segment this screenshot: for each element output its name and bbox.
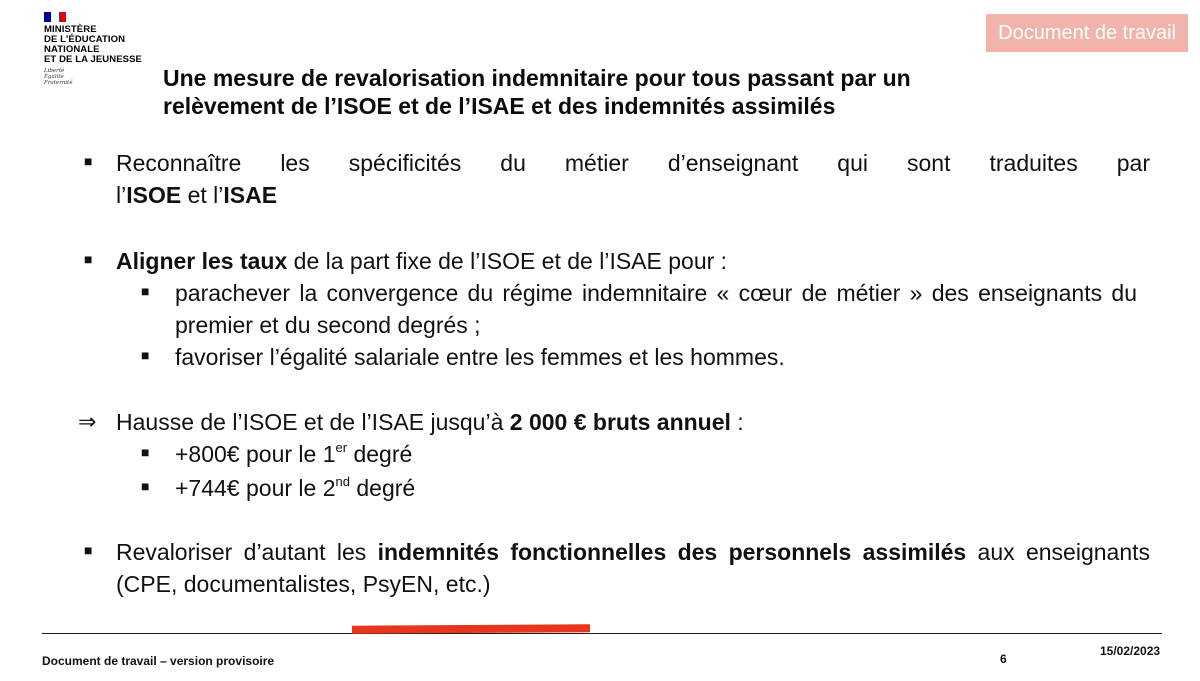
motto-egalite: Égalité — [44, 74, 64, 80]
footer-divider — [42, 633, 1162, 634]
revalue-post: aux enseignants (CPE, documentalistes, PsyEN, etc.) — [116, 539, 1151, 597]
first-degree-label: degré — [347, 441, 413, 467]
slide-title-line-1: Une mesure de revalorisation indemnitaire pour tous passant par un — [163, 65, 911, 91]
bullet-increase — [116, 406, 1150, 438]
implies-arrow-icon: ⇒ — [78, 409, 97, 434]
revalue-bold: indemnités fonctionnelles des personnels assimilés — [377, 539, 967, 565]
ministry-line-3: NATIONALE — [44, 44, 100, 55]
bullet-marker: ■ — [84, 542, 93, 558]
second-degree-amount: +744€ pour le 2 — [175, 475, 336, 501]
document-status-badge: Document de travail — [986, 14, 1188, 52]
sub-bullet-equality — [175, 341, 1137, 373]
revalue-pre: Revaloriser d’autant les — [116, 539, 378, 565]
second-degree-sup: nd — [335, 474, 350, 490]
slide-title-line-2: relèvement de l’ISOE et de l’ISAE et des indemnités assimilés — [163, 93, 836, 119]
footer-label: Document de travail – version provisoire — [42, 654, 275, 668]
increase-amount: 2 000 € bruts annuel — [509, 409, 731, 435]
bullet-recognize-et: et l’ — [181, 182, 224, 208]
sub-bullet-second-degree — [175, 472, 415, 504]
align-rates-text: de la part fixe de l’ISOE et de l’ISAE pour : — [287, 248, 728, 274]
sub-bullet-marker: ■ — [141, 283, 150, 299]
sub-bullet-marker: ■ — [141, 478, 150, 494]
page-number: 6 — [1000, 652, 1007, 666]
ministry-line-2: DE L'ÉDUCATION — [44, 34, 126, 45]
sub-bullet-equality-text: favoriser l’égalité salariale entre les femmes et les hommes. — [175, 344, 785, 370]
first-degree-amount: +800€ pour le 1 — [175, 441, 336, 467]
increase-colon: : — [730, 409, 744, 435]
footer-date: 15/02/2023 — [1100, 644, 1161, 658]
motto-fraternite: Fraternité — [44, 80, 73, 86]
revalue-functional-text — [116, 536, 1150, 600]
sub-bullet-marker: ■ — [141, 347, 150, 363]
bullet-recognize-text: Reconnaître les spécificités du métier d’enseignant qui sont traduites par — [116, 150, 1150, 176]
bullet-revalue-functional — [116, 536, 1150, 600]
bullet-recognize — [116, 147, 1150, 211]
second-degree-label: degré — [349, 475, 416, 501]
motto-liberte: Liberté — [44, 68, 65, 74]
sub-bullet-first-degree — [175, 438, 412, 470]
ministry-line-4: ET DE LA JEUNESSE — [44, 54, 142, 65]
sub-bullet-convergence — [175, 277, 1137, 341]
align-rates-bold: Aligner les taux — [116, 248, 288, 274]
bullet-align-rates — [116, 245, 1150, 277]
increase-text: Hausse de l’ISOE et de l’ISAE jusqu’à — [116, 409, 510, 435]
sub-bullet-marker: ■ — [141, 444, 150, 460]
bullet-recognize-l: l’ — [116, 182, 127, 208]
isoe-term: ISOE — [126, 182, 182, 208]
bullet-marker: ■ — [84, 251, 93, 267]
bullet-recognize-line2 — [116, 179, 1150, 211]
first-degree-sup: er — [335, 440, 348, 456]
ministry-line-1: MINISTÈRE — [44, 24, 97, 35]
isae-term: ISAE — [223, 182, 278, 208]
sub-bullet-convergence-text: parachever la convergence du régime indemnitaire « cœur de métier » des enseignants du premier et du second degrés ; — [175, 280, 1137, 338]
bullet-marker: ■ — [84, 153, 93, 169]
footer-accent-bar — [352, 624, 590, 633]
